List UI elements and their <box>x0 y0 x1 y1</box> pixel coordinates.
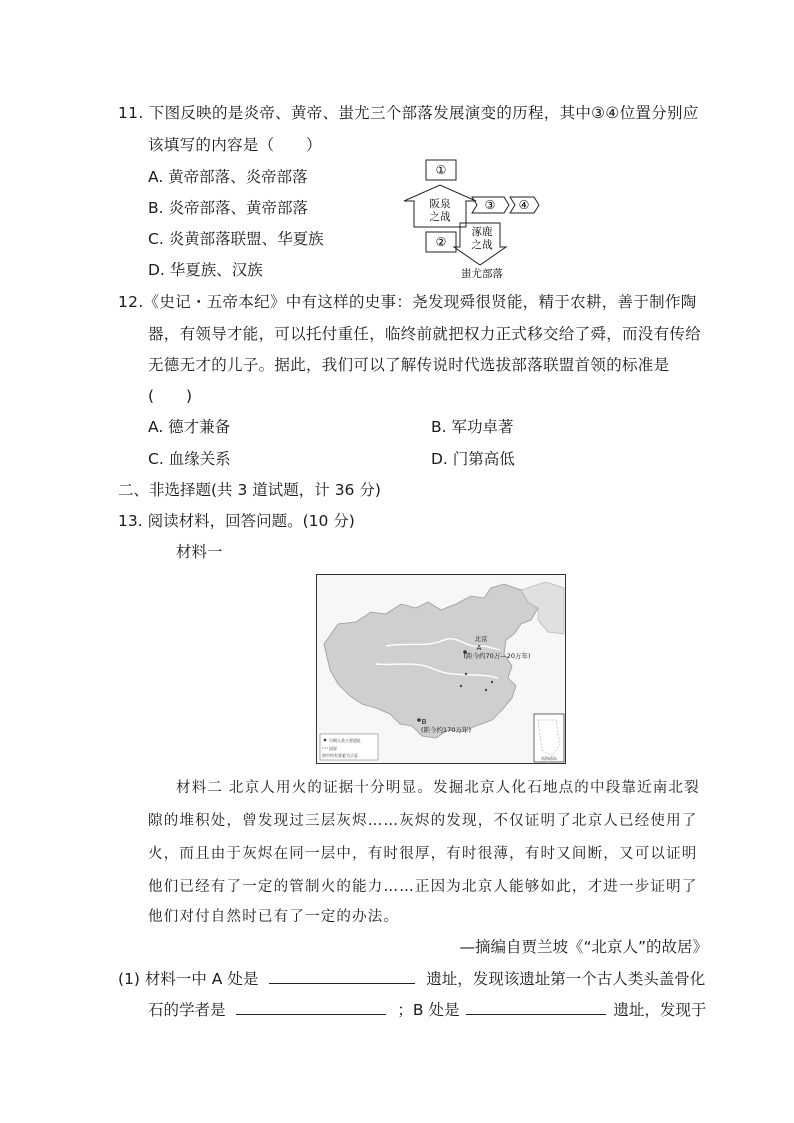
zhuolu-label-1: 涿鹿 <box>471 226 493 238</box>
q12-option-d: D. 门第高低 <box>431 450 515 468</box>
legend-item-2: 国界 <box>329 746 337 751</box>
china-map-figure <box>316 574 566 764</box>
q11-stem-line2: 该填写的内容是（ ） <box>148 136 322 154</box>
q13-sub1-line2 <box>148 998 706 1020</box>
zhuolu-label-2: 之战 <box>471 239 493 251</box>
site-a-label: A <box>476 644 482 652</box>
q13-sub1-text-5: 遗址，发现于 <box>613 1001 707 1019</box>
section-2-heading: 二、非选择题(共 3 道试题，计 36 分) <box>118 481 381 499</box>
diagram-box-2-label: ② <box>435 235 447 249</box>
chiyou-label: 蚩尤部落 <box>461 268 503 280</box>
site-b-date-label: (距今约170万年) <box>421 726 471 734</box>
banquan-label-2: 之战 <box>429 211 451 223</box>
beijing-label: 北京 <box>474 635 488 643</box>
material-2-line5: 他们对付自然时已有了一定的办法。 <box>148 909 400 925</box>
answer-blank-scholar[interactable] <box>236 1000 386 1015</box>
q13-sub1-line1 <box>118 967 705 989</box>
site-b-label: B <box>421 718 427 726</box>
material-2-line2: 隙的堆积处，曾发现过三层灰烬……灰烬的发现，不仅证明了北京人已经使用了 <box>148 813 698 829</box>
q13-stem: 13. 阅读材料，回答问题。(10 分) <box>118 512 355 530</box>
material-2-source: —摘编自贾兰坡《“北京人”的故居》 <box>459 938 708 956</box>
q13-sub1-text-1: (1) 材料一中 A 处是 <box>118 970 259 988</box>
legend-item-1: 早期人类主要遗址 <box>329 738 361 743</box>
site-b-marker <box>417 718 421 722</box>
q12-stem-line2: 器，有领导才能，可以托付重任，临终前就把权力正式移交给了舜，而没有传给 <box>148 325 702 343</box>
answer-blank-site-a[interactable] <box>269 969 415 984</box>
q12-stem-line1: 12.《史记・五帝本纪》中有这样的史事：尧发现舜很贤能，精于农耕，善于制作陶 <box>118 293 697 311</box>
material-1-label: 材料一 <box>176 543 223 561</box>
q12-stem-line4: ( ) <box>148 387 193 405</box>
site-a-date-label: (距今约70万—20万年) <box>463 652 531 660</box>
tribe-evolution-diagram <box>402 157 542 281</box>
q12-option-b: B. 军功卓著 <box>431 418 514 436</box>
q11-stem-line1: 11. 下图反映的是炎帝、黄帝、蚩尤三个部落发展演变的历程，其中③④位置分别应 <box>118 104 699 122</box>
legend-item-3: 图中所有要素为示意 <box>322 753 358 758</box>
q12-option-c: C. 血缘关系 <box>148 450 231 468</box>
material-2-line3: 火，而且由于灰烬在同一层中，有时很厚，有时很薄，有时又间断，又可以证明 <box>148 846 698 862</box>
site-marker <box>460 685 462 687</box>
diagram-box-3-label: ③ <box>484 198 496 212</box>
q13-sub1-text-2: 遗址，发现该遗址第一个古人类头盖骨化 <box>426 970 706 988</box>
site-marker <box>485 689 487 691</box>
site-marker <box>465 673 467 675</box>
q11-option-a: A. 黄帝部落、炎帝部落 <box>148 168 308 186</box>
q12-option-a: A. 德才兼备 <box>148 418 231 436</box>
answer-blank-site-b[interactable] <box>466 1000 606 1015</box>
diagram-box-4-label: ④ <box>518 198 530 212</box>
material-2-line1: 材料二 北京人用火的证据十分明显。发掘北京人化石地点的中段靠近南北裂 <box>176 780 700 796</box>
inset-label: 南海诸岛 <box>541 756 557 761</box>
diagram-box-1-label: ① <box>435 163 447 177</box>
q11-option-d: D. 华夏族、汉族 <box>148 261 263 279</box>
material-2-line4: 他们已经有了一定的管制火的能力……正因为北京人能够如此，才进一步证明了 <box>148 879 698 895</box>
q13-sub1-text-3: 石的学者是 <box>148 1001 226 1019</box>
south-china-sea-inset <box>534 714 564 762</box>
q12-stem-line3: 无德无才的儿子。据此，我们可以了解传说时代选拔部落联盟首领的标准是 <box>148 356 670 374</box>
q13-sub1-text-4: ；B 处是 <box>397 1001 460 1019</box>
site-marker <box>491 681 493 683</box>
q11-option-c: C. 炎黄部落联盟、华夏族 <box>148 230 324 248</box>
q11-option-b: B. 炎帝部落、黄帝部落 <box>148 199 308 217</box>
banquan-label-1: 阪泉 <box>429 198 451 210</box>
